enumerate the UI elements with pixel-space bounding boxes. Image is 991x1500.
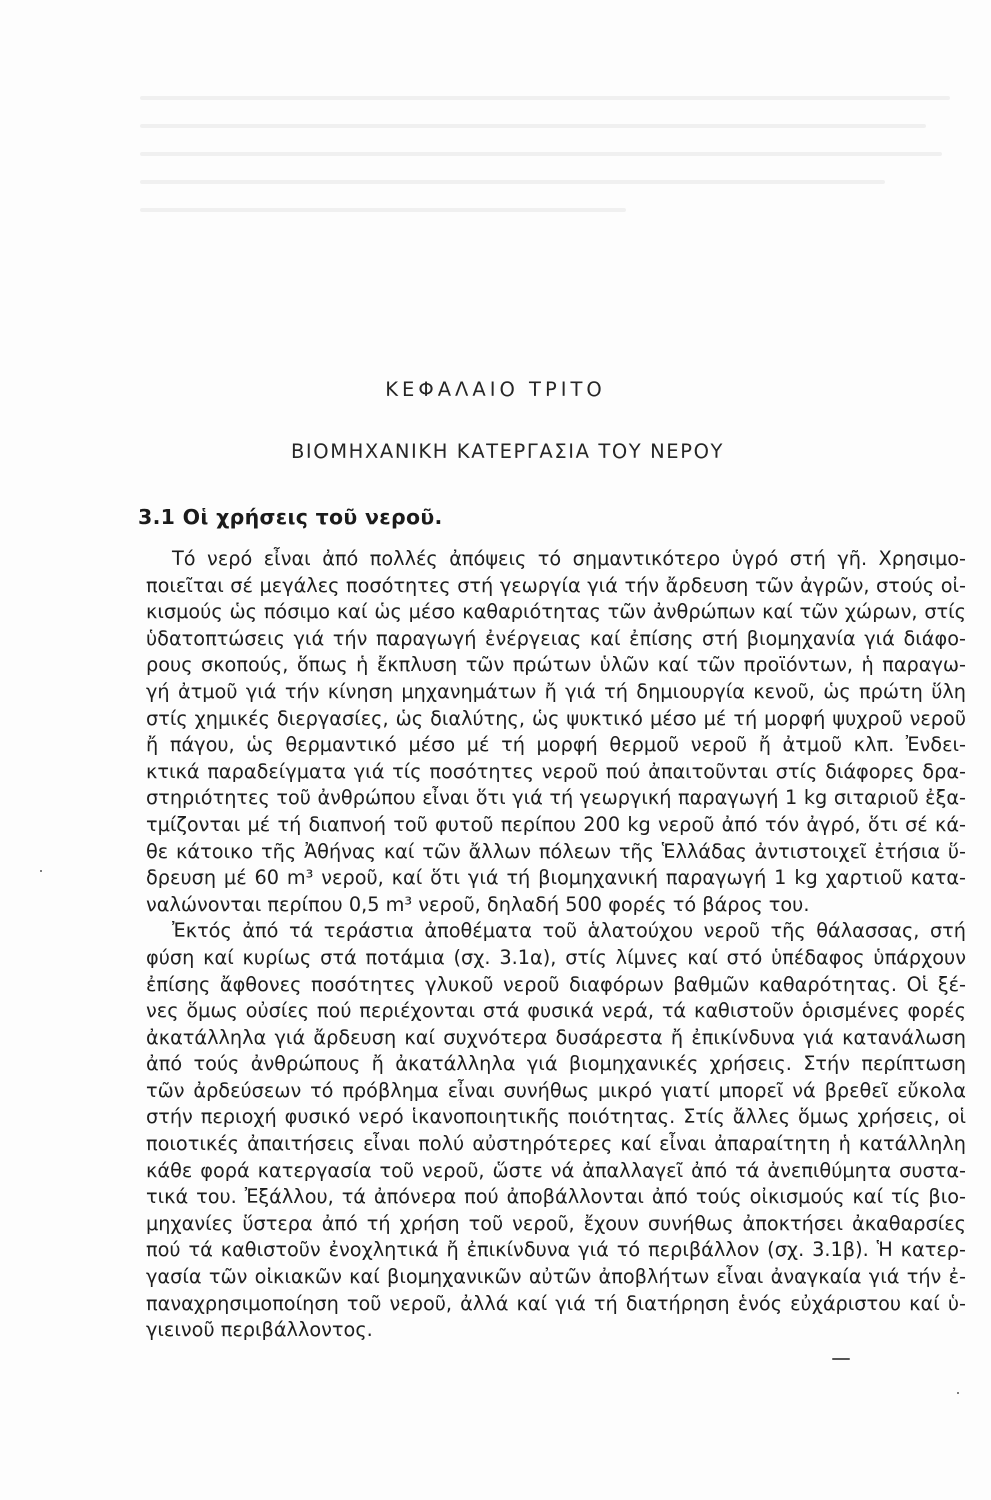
body-text <box>146 546 966 1344</box>
paragraph-uses-of-water <box>146 546 966 918</box>
text-line: γιεινοῦ περιβάλλοντος. <box>146 1318 373 1342</box>
text-line: ποιεῖται σέ μεγάλες ποσότητες στή γεωργία γιά τήν ἄρδευση τῶν ἀγρῶν, στούς οἰ- <box>146 573 966 597</box>
text-line: μηχανίες ὕστερα ἀπό τή χρήση τοῦ νεροῦ, ἔχουν συνήθως ἀποκτήσει ἀκαθαρσίες <box>146 1211 966 1235</box>
text-line: ποιοτικές ἀπαιτήσεις εἶναι πολύ αὐστηρότερες καί εἶναι ἀπαραίτητη ἡ κατάλληλη <box>146 1132 966 1156</box>
text-line: πού τά καθιστοῦν ἐνοχλητικά ἤ ἐπικίνδυνα γιά τό περιβάλλον (σχ. 3.1β). Ἡ κατερ- <box>146 1238 966 1262</box>
text-line: στήν περιοχή φυσικό νερό ἱκανοποιητικῆς ποιότητας. Στίς ἄλλες ὅμως χρήσεις, οἱ <box>146 1105 966 1129</box>
scan-speck <box>832 1358 850 1360</box>
scan-speck <box>40 870 42 872</box>
text-line: ρους σκοπούς, ὅπως ἡ ἔκπλυση τῶν πρώτων ὑλῶν καί τῶν προϊόντων, ἡ παραγω- <box>146 653 966 677</box>
scan-speck <box>957 1392 959 1394</box>
text-line: τικά του. Ἐξάλλου, τά ἀπόνερα πού ἀποβάλλονται ἀπό τούς οἰκισμούς καί τίς βιο- <box>146 1185 966 1209</box>
text-line: κισμούς ὡς πόσιμο καί ὡς μέσο καθαριότητας τῶν ἀνθρώπων καί τῶν χώρων, στίς <box>146 600 966 624</box>
text-line: γασία τῶν οἰκιακῶν καί βιομηχανικῶν αὐτῶν ἀποβλήτων εἶναι ἀναγκαία γιά τήν ἐ- <box>146 1265 966 1289</box>
chapter-title: ΒΙΟΜΗΧΑΝΙΚΗ ΚΑΤΕΡΓΑΣΙΑ ΤΟΥ ΝΕΡΟΥ <box>290 440 725 463</box>
text-line: ἀκατάλληλα γιά ἄρδευση καί συχνότερα δυσάρεστα ἤ ἐπικίνδυνα γιά κατανάλωση <box>146 1025 966 1049</box>
text-line: τῶν ἀρδεύσεων τό πρόβλημα εἶναι συνήθως μικρό γιατί μπορεῖ νά βρεθεῖ εὔκολα <box>146 1078 966 1102</box>
text-line: ὑδατοπτώσεις γιά τήν παραγωγή ἐνέργειας καί ἐπίσης στή βιομηχανία γιά διάφο- <box>146 626 966 650</box>
text-line: ἤ πάγου, ὡς θερμαντικό μέσο μέ τή μορφή θερμοῦ νεροῦ ἤ ἀτμοῦ κλπ. Ἐνδει- <box>146 733 966 757</box>
text-line: δρευση μέ 60 m³ νεροῦ, καί ὅτι γιά τή βιομηχανική παραγωγή 1 kg χαρτιοῦ κατα- <box>146 866 966 890</box>
text-line: παναχρησιμοποίηση τοῦ νεροῦ, ἀλλά καί γιά τή διατήρηση ἑνός εὐχάριστου καί ὑ- <box>146 1291 966 1315</box>
text-line: ναλώνονται περίπου 0,5 m³ νεροῦ, δηλαδή 500 φορές τό βάρος του. <box>146 892 810 916</box>
section-heading: 3.1 Οἱ χρήσεις τοῦ νεροῦ. <box>138 505 443 529</box>
text-line: τμίζονται μέ τή διαπνοή τοῦ φυτοῦ περίπου 200 kg νεροῦ ἀπό τόν ἀγρό, ὅτι σέ κά- <box>146 812 966 836</box>
show-through-text <box>140 96 950 236</box>
text-line: στίς χημικές διεργασίες, ὡς διαλύτης, ὡς ψυκτικό μέσο μέ τή μορφή ψυχροῦ νεροῦ <box>146 706 966 730</box>
chapter-label: ΚΕΦΑΛΑΙΟ ΤΡΙΤΟ <box>385 378 606 401</box>
text-line: ἀπό τούς ἀνθρώπους ἤ ἀκατάλληλα γιά βιομηχανικές χρήσεις. Στήν περίπτωση <box>146 1052 966 1076</box>
text-line: φύση καί κυρίως στά ποτάμια (σχ. 3.1α), στίς λίμνες καί στό ὑπέδαφος ὑπάρχουν <box>146 945 966 969</box>
text-line: θε κάτοικο τῆς Ἀθήνας καί τῶν ἄλλων πόλεων τῆς Ἑλλάδας ἀντιστοιχεῖ ἐτήσια ὕ- <box>146 839 966 863</box>
text-line: γή ἀτμοῦ γιά τήν κίνηση μηχανημάτων ἤ γιά τή δημιουργία κενοῦ, ὡς πρώτη ὕλη <box>146 679 966 703</box>
text-line: νες ὅμως οὐσίες πού περιέχονται στά φυσικά νερά, τά καθιστοῦν ὁρισμένες φορές <box>146 999 966 1023</box>
text-line: κάθε φορά κατεργασία τοῦ νεροῦ, ὥστε νά ἀπαλλαγεῖ ἀπό τά ἀνεπιθύμητα συστα- <box>146 1158 966 1182</box>
text-line: κτικά παραδείγματα γιά τίς ποσότητες νεροῦ πού ἀπαιτοῦνται στίς διάφορες δρα- <box>146 759 966 783</box>
text-line: Ἐκτός ἀπό τά τεράστια ἀποθέματα τοῦ ἁλατούχου νεροῦ τῆς θάλασσας, στή <box>172 919 966 943</box>
text-line: ἐπίσης ἄφθονες ποσότητες γλυκοῦ νεροῦ διαφόρων βαθμῶν καθαρότητας. Οἱ ξέ- <box>146 972 966 996</box>
text-line: στηριότητες τοῦ ἀνθρώπου εἶναι ὅτι γιά τή γεωργική παραγωγή 1 kg σιταριοῦ ἐξα- <box>146 786 966 810</box>
paragraph-water-sources <box>146 918 966 1344</box>
text-line: Τό νερό εἶναι ἀπό πολλές ἀπόψεις τό σημαντικότερο ὑγρό στή γῆ. Χρησιμο- <box>172 547 966 570</box>
